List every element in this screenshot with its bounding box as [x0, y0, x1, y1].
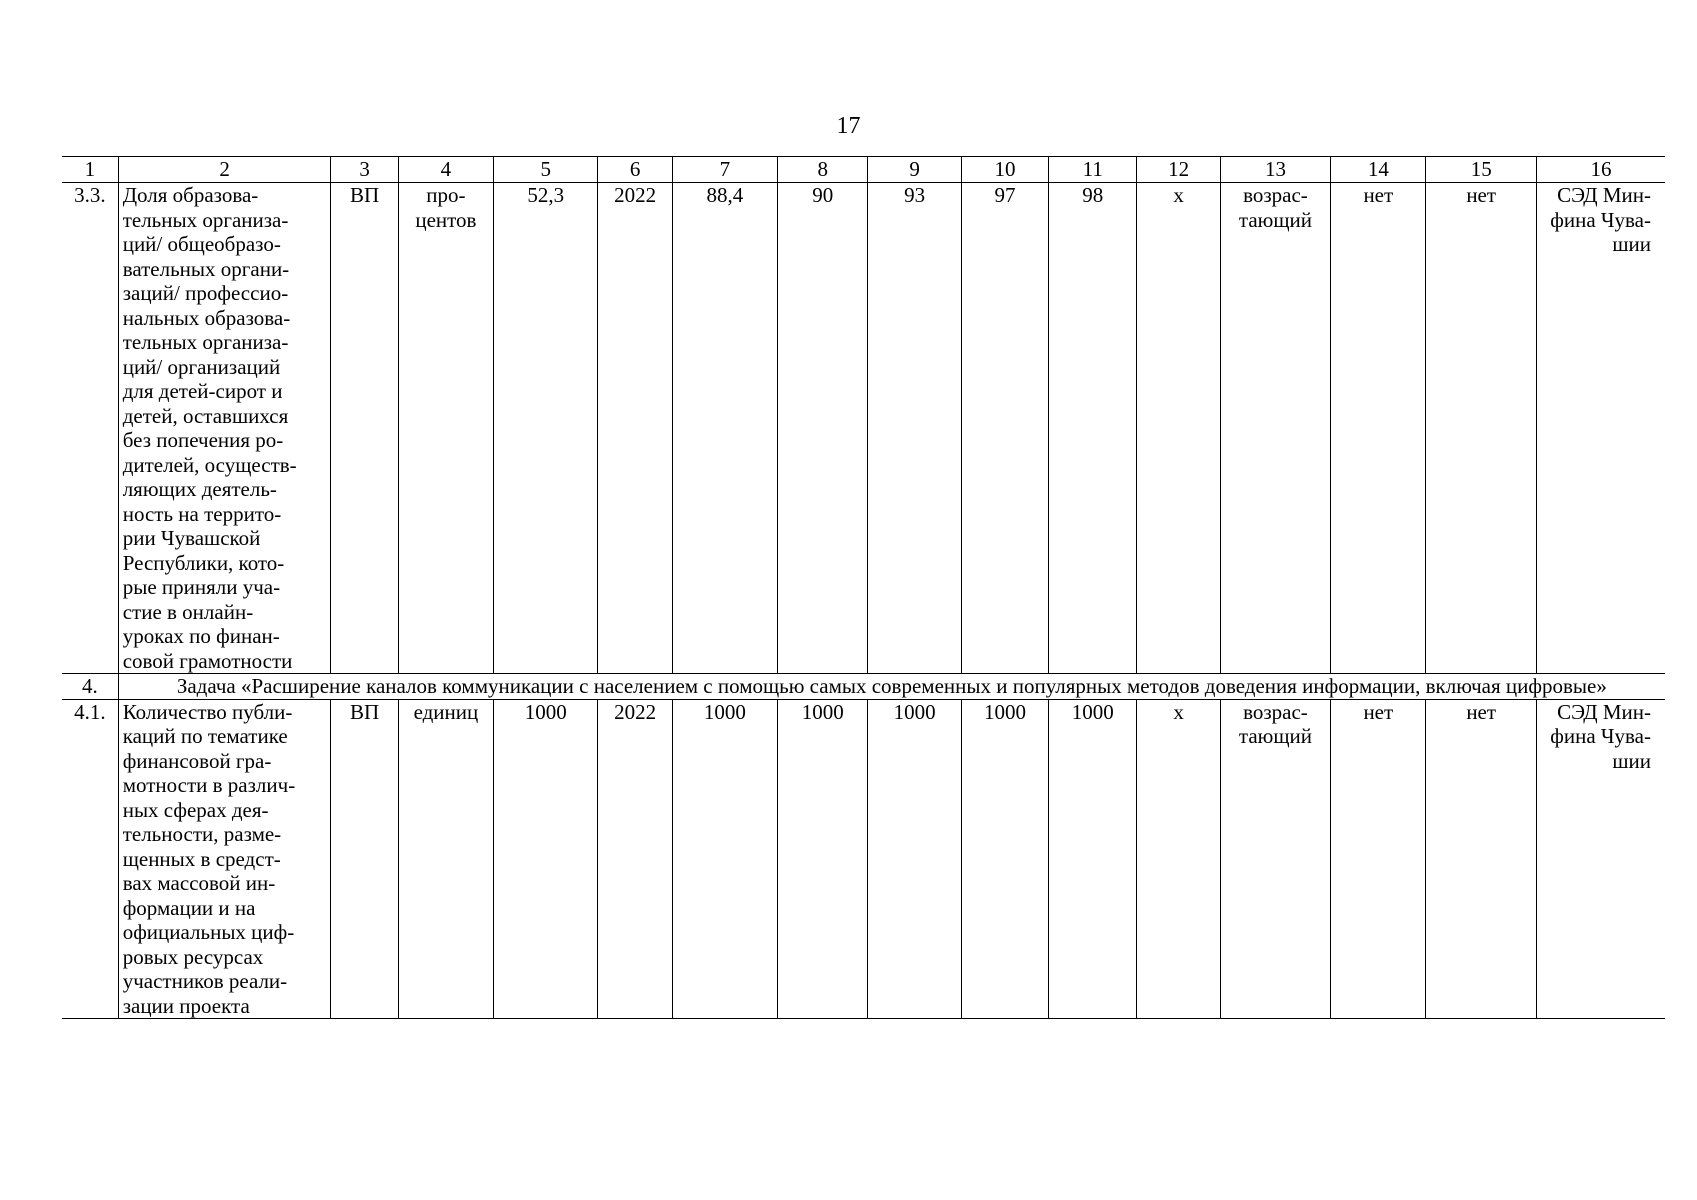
flag-cell-col15: нет [1426, 699, 1536, 1019]
unit-cell: про- центов [398, 183, 493, 674]
source-cell: СЭД Мин- фина Чува- шии [1536, 183, 1665, 674]
value-cell-col9: 1000 [868, 699, 961, 1019]
indicator-row-4-1 [62, 699, 1665, 1019]
base-year-cell: 2022 [598, 699, 672, 1019]
column-number: 14 [1331, 157, 1426, 183]
value-cell-col12: х [1137, 699, 1220, 1019]
source-cell: СЭД Мин- фина Чува- шии [1536, 699, 1665, 1019]
description-line: тельных организа- [122, 207, 289, 232]
indicator-type-cell: ВП [331, 699, 398, 1019]
description-line: финансовой гра- [122, 748, 272, 773]
description-line: ных сферах дея- [122, 797, 269, 822]
column-number: 10 [961, 157, 1048, 183]
description-line: для детей-сирот и [122, 379, 283, 403]
column-number: 3 [331, 157, 398, 183]
description-line: ровых ресурсах [122, 944, 264, 969]
task-number: 4. [62, 674, 118, 700]
description-line: нальных образова- [122, 305, 291, 330]
flag-cell-col15: нет [1426, 183, 1536, 674]
value-cell-col9: 93 [868, 183, 961, 674]
column-number: 9 [868, 157, 961, 183]
description-line: ций/ общеобразо- [122, 232, 281, 256]
value-cell-col7: 88,4 [672, 183, 777, 674]
indicator-description [118, 183, 331, 674]
description-line: заций/ профессио- [122, 281, 289, 305]
description-line: вах массовой ин- [122, 871, 276, 895]
column-number: 16 [1536, 157, 1665, 183]
column-number: 1 [62, 157, 118, 183]
column-number: 5 [494, 157, 598, 183]
column-number: 6 [598, 157, 672, 183]
description-line: Доля образова- [122, 183, 259, 207]
value-cell-col7: 1000 [672, 699, 777, 1019]
description-line: рые приняли уча- [122, 575, 281, 599]
indicators-table [62, 156, 1665, 1019]
description-line: стие в онлайн- [122, 599, 254, 624]
description-line: совой грамотности [122, 648, 293, 673]
description-line: участников реали- [122, 969, 288, 993]
description-line: детей, оставшихся [122, 403, 289, 428]
flag-cell-col14: нет [1331, 699, 1426, 1019]
description-line: каций по тематике [122, 724, 288, 748]
value-cell-col10: 1000 [961, 699, 1048, 1019]
value-cell-col8: 90 [778, 183, 868, 674]
value-cell-col11: 1000 [1049, 699, 1137, 1019]
trend-cell: возрас- тающий [1220, 699, 1330, 1019]
column-number: 4 [398, 157, 493, 183]
description-line: тельных организа- [122, 330, 289, 354]
indicator-description [118, 699, 331, 1019]
description-line: рии Чувашской [122, 526, 261, 550]
row-number: 4.1. [62, 699, 118, 1019]
value-cell-col11: 98 [1049, 183, 1137, 674]
description-line: зации проекта [122, 993, 250, 1018]
description-line: щенных в средст- [122, 846, 281, 871]
description-line: ций/ организаций [122, 354, 281, 379]
column-number: 7 [672, 157, 777, 183]
base-value-cell: 52,3 [494, 183, 598, 674]
base-value-cell: 1000 [494, 699, 598, 1019]
column-number-row [62, 157, 1665, 183]
column-number: 15 [1426, 157, 1536, 183]
description-line: Республики, кото- [122, 550, 285, 575]
description-line: официальных циф- [122, 920, 295, 944]
description-line: Количество публи- [122, 699, 293, 724]
indicator-row-3-3 [62, 183, 1665, 674]
description-line: уроках по финан- [122, 624, 280, 648]
page-number: 17 [836, 113, 861, 139]
task-title: Задача «Расширение каналов коммуникации с населением с помощью самых современных и популярных методов доведения информации, включая цифровые» [118, 674, 1665, 700]
column-number: 11 [1049, 157, 1137, 183]
column-number: 8 [778, 157, 868, 183]
description-line: мотности в различ- [122, 773, 296, 797]
task-row-4 [62, 674, 1665, 700]
column-number: 12 [1137, 157, 1220, 183]
value-cell-col8: 1000 [778, 699, 868, 1019]
unit-cell: единиц [398, 699, 493, 1019]
description-line: ляющих деятель- [122, 477, 277, 501]
trend-cell: возрас- тающий [1220, 183, 1330, 674]
description-line: вательных органи- [122, 256, 290, 281]
description-line: ность на террито- [122, 501, 282, 526]
column-number: 2 [118, 157, 331, 183]
description-line: формации и на [122, 895, 256, 920]
description-line: тельности, разме- [122, 822, 282, 846]
base-year-cell: 2022 [598, 183, 672, 674]
indicator-type-cell: ВП [331, 183, 398, 674]
description-line: без попечения ро- [122, 428, 284, 452]
flag-cell-col14: нет [1331, 183, 1426, 674]
row-number: 3.3. [62, 183, 118, 674]
value-cell-col10: 97 [961, 183, 1048, 674]
column-number: 13 [1220, 157, 1330, 183]
description-line: дителей, осуществ- [122, 452, 297, 477]
value-cell-col12: х [1137, 183, 1220, 674]
